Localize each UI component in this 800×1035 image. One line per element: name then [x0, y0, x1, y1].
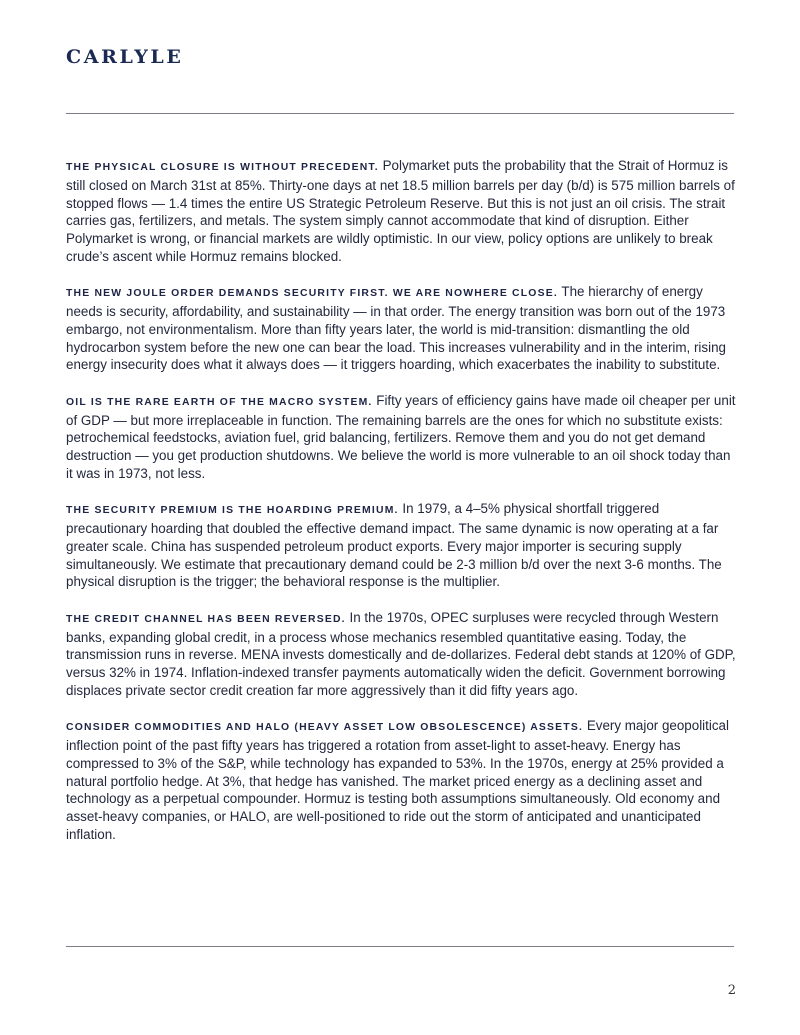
- paragraph-lead: THE SECURITY PREMIUM IS THE HOARDING PREMIUM.: [66, 505, 399, 517]
- paragraph-joule-order: [66, 283, 736, 374]
- paragraph-lead: THE CREDIT CHANNEL HAS BEEN REVERSED.: [66, 613, 346, 625]
- page-number: 2: [727, 983, 736, 998]
- paragraph-lead: CONSIDER COMMODITIES AND HALO (HEAVY ASSET LOW OBSOLESCENCE) ASSETS.: [66, 722, 584, 734]
- paragraph-text: Polymarket puts the probability that the Strait of Hormuz is still closed on March 31st at 85%. Thirty-one days at net 18.5 million barrels per day (b/d) is 575 million barrels of stopped flows — 1.4 times the entire US Strategic Petroleum Reserve. But this is not just an oil crisis. The strait carries gas, fertilizers, and metals. The system simply cannot accommodate that kind of disruption. Either Polymarket is wrong, or financial markets are wildly optimistic. In our view, policy options are unlikely to break crude’s ascent while Hormuz remains blocked.: [66, 158, 735, 264]
- paragraph-text: The hierarchy of energy needs is security, affordability, and sustainability — in that order. The energy transition was born out of the 1973 embargo, not environmentalism. More than fifty years later, the world is mid-transition: dismantling the old hydrocarbon system before the new one can bear the load. This increases vulnerability and in the interim, rising energy insecurity does what it always does — it triggers hoarding, which exacerbates the inability to substitute.: [66, 284, 726, 373]
- paragraph-halo-assets: [66, 717, 736, 844]
- paragraph-lead: THE NEW JOULE ORDER DEMANDS SECURITY FIRST. WE ARE NOWHERE CLOSE.: [66, 288, 558, 300]
- paragraph-text: Fifty years of efficiency gains have made oil cheaper per unit of GDP — but more irreplaceable in function. The remaining barrels are the ones for which no substitute exists: petrochemical feedstocks, aviation fuel, grid balancing, fertilizers. Remove them and you do not get demand destruction — you get production shutdowns. We believe the world is more vulnerable to an oil shock today than it was in 1973, not less.: [66, 392, 736, 481]
- document-body: [66, 157, 736, 861]
- footer-divider: [66, 946, 734, 947]
- paragraph-lead: OIL IS THE RARE EARTH OF THE MACRO SYSTEM.: [66, 396, 373, 408]
- paragraph-rare-earth: [66, 392, 736, 483]
- paragraph-text: Every major geopolitical inflection point of the past fifty years has triggered a rotation from asset-light to asset-heavy. Energy has compressed to 3% of the S&P, while technology has expanded to 53%. In the 1970s, energy at 25% provided a natural portfolio hedge. At 3%, that hedge has vanished. The market priced energy as a declining asset and technology as a perpetual compounder. Hormuz is testing both assumptions simultaneously. Old economy and asset-heavy companies, or HALO, are well-positioned to ride out the storm of anticipated and unanticipated inflation.: [66, 718, 729, 842]
- paragraph-credit-channel: [66, 609, 736, 700]
- header-divider: [66, 113, 734, 114]
- paragraph-text: In the 1970s, OPEC surpluses were recycled through Western banks, expanding global credit, in a process whose mechanics resembled quantitative easing. Today, the transmission runs in reverse. MENA invests domestically and de-dollarizes. Federal debt stands at 120% of GDP, versus 32% in 1974. Inflation-indexed transfer payments automatically widen the deficit. Government borrowing displaces private sector credit creation far more aggressively than it did fifty years ago.: [66, 609, 736, 698]
- paragraph-lead: THE PHYSICAL CLOSURE IS WITHOUT PRECEDENT.: [66, 162, 379, 173]
- carlyle-logo: CARLYLE: [66, 46, 184, 68]
- paragraph-text: In 1979, a 4–5% physical shortfall triggered precautionary hoarding that doubled the effective demand impact. The same dynamic is now operating at a far greater scale. China has suspended petroleum product exports. Every major importer is securing supply simultaneously. We estimate that precautionary demand could be 2-3 million b/d over the next 3-6 months. The physical disruption is the trigger; the behavioral response is the multiplier.: [66, 501, 722, 590]
- paragraph-physical-closure: [66, 157, 736, 266]
- paragraph-security-premium: [66, 500, 736, 591]
